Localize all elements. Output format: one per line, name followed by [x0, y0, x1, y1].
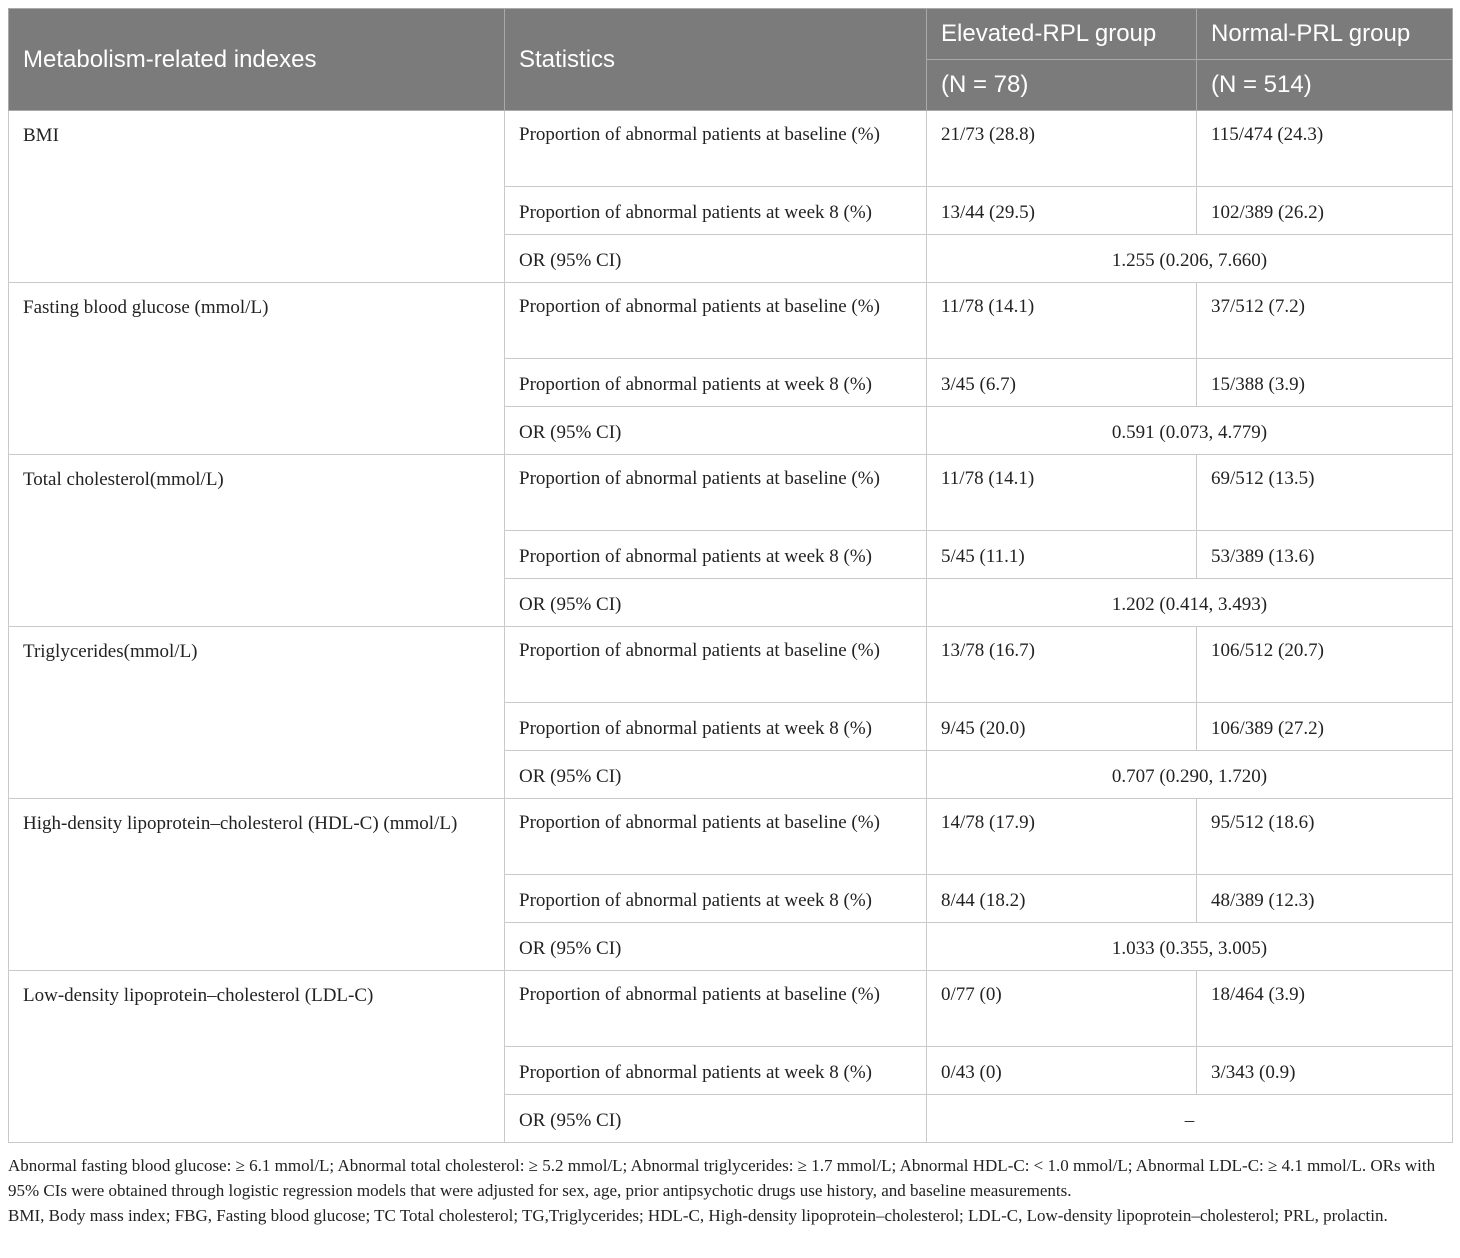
- table-row: [9, 971, 1453, 1047]
- header-indexes: Metabolism-related indexes: [9, 9, 505, 111]
- normal-week8-value: 102/389 (26.2): [1197, 187, 1453, 235]
- normal-week8-value: 48/389 (12.3): [1197, 875, 1453, 923]
- table-row: [9, 627, 1453, 703]
- table-row: [9, 455, 1453, 531]
- stat-label-week8: Proportion of abnormal patients at week 8 (%): [505, 359, 927, 407]
- normal-baseline-value: 106/512 (20.7): [1197, 627, 1453, 703]
- elevated-week8-value: 13/44 (29.5): [927, 187, 1197, 235]
- normal-week8-value: 106/389 (27.2): [1197, 703, 1453, 751]
- normal-week8-value: 3/343 (0.9): [1197, 1047, 1453, 1095]
- stat-label-baseline: Proportion of abnormal patients at baseline (%): [505, 799, 927, 875]
- header-elevated-group: Elevated-RPL group: [927, 9, 1197, 60]
- odds-ratio-value: 1.255 (0.206, 7.660): [927, 235, 1453, 283]
- stat-label-baseline: Proportion of abnormal patients at baseline (%): [505, 627, 927, 703]
- normal-week8-value: 53/389 (13.6): [1197, 531, 1453, 579]
- stat-label-or: OR (95% CI): [505, 407, 927, 455]
- normal-baseline-value: 115/474 (24.3): [1197, 111, 1453, 187]
- elevated-week8-value: 0/43 (0): [927, 1047, 1197, 1095]
- stat-label-baseline: Proportion of abnormal patients at baseline (%): [505, 455, 927, 531]
- table-row: [9, 111, 1453, 187]
- footnote-abbreviations: BMI, Body mass index; FBG, Fasting blood glucose; TC Total cholesterol; TG,Triglycerides; HDL-C, High-density lipoprotein–cholesterol; LDL-C, Low-density lipoprotein–cholesterol; PRL, prolactin.: [8, 1206, 1388, 1225]
- stat-label-or: OR (95% CI): [505, 235, 927, 283]
- stat-label-or: OR (95% CI): [505, 1095, 927, 1143]
- index-name: High-density lipoprotein–cholesterol (HDL-C) (mmol/L): [9, 799, 505, 971]
- normal-baseline-value: 69/512 (13.5): [1197, 455, 1453, 531]
- normal-baseline-value: 95/512 (18.6): [1197, 799, 1453, 875]
- stat-label-week8: Proportion of abnormal patients at week 8 (%): [505, 531, 927, 579]
- elevated-week8-value: 3/45 (6.7): [927, 359, 1197, 407]
- elevated-baseline-value: 21/73 (28.8): [927, 111, 1197, 187]
- index-name: Total cholesterol(mmol/L): [9, 455, 505, 627]
- stat-label-baseline: Proportion of abnormal patients at baseline (%): [505, 283, 927, 359]
- index-name: BMI: [9, 111, 505, 283]
- table-container: [8, 8, 1452, 1228]
- header-statistics: Statistics: [505, 9, 927, 111]
- elevated-baseline-value: 11/78 (14.1): [927, 283, 1197, 359]
- elevated-week8-value: 9/45 (20.0): [927, 703, 1197, 751]
- stat-label-week8: Proportion of abnormal patients at week 8 (%): [505, 187, 927, 235]
- odds-ratio-value: 1.202 (0.414, 3.493): [927, 579, 1453, 627]
- metabolism-table: [8, 8, 1453, 1143]
- elevated-week8-value: 5/45 (11.1): [927, 531, 1197, 579]
- elevated-week8-value: 8/44 (18.2): [927, 875, 1197, 923]
- footnote-thresholds: Abnormal fasting blood glucose: ≥ 6.1 mmol/L; Abnormal total cholesterol: ≥ 5.2 mmol/L; Abnormal triglycerides: ≥ 1.7 mmol/L; Abnormal HDL-C: < 1.0 mmol/L; Abnormal LDL-C: ≥ 4.1 mmol/L. ORs with 95% CIs were obtained through logistic regression models that were adjusted for sex, age, prior antipsychotic drugs use history, and baseline measurements.: [8, 1156, 1436, 1200]
- index-name: Triglycerides(mmol/L): [9, 627, 505, 799]
- index-name: Fasting blood glucose (mmol/L): [9, 283, 505, 455]
- stat-label-baseline: Proportion of abnormal patients at baseline (%): [505, 971, 927, 1047]
- table-body: [9, 111, 1453, 1143]
- table-row: [9, 283, 1453, 359]
- header-normal-n: (N = 514): [1197, 60, 1453, 111]
- table-footnotes: [8, 1153, 1452, 1228]
- elevated-baseline-value: 13/78 (16.7): [927, 627, 1197, 703]
- table-row: [9, 799, 1453, 875]
- normal-baseline-value: 18/464 (3.9): [1197, 971, 1453, 1047]
- normal-baseline-value: 37/512 (7.2): [1197, 283, 1453, 359]
- odds-ratio-value: 0.707 (0.290, 1.720): [927, 751, 1453, 799]
- stat-label-or: OR (95% CI): [505, 579, 927, 627]
- index-name: Low-density lipoprotein–cholesterol (LDL-C): [9, 971, 505, 1143]
- elevated-baseline-value: 11/78 (14.1): [927, 455, 1197, 531]
- stat-label-week8: Proportion of abnormal patients at week 8 (%): [505, 703, 927, 751]
- stat-label-week8: Proportion of abnormal patients at week 8 (%): [505, 875, 927, 923]
- odds-ratio-value: –: [927, 1095, 1453, 1143]
- stat-label-or: OR (95% CI): [505, 751, 927, 799]
- stat-label-week8: Proportion of abnormal patients at week 8 (%): [505, 1047, 927, 1095]
- header-normal-group: Normal-PRL group: [1197, 9, 1453, 60]
- table-header: [9, 9, 1453, 111]
- elevated-baseline-value: 0/77 (0): [927, 971, 1197, 1047]
- odds-ratio-value: 1.033 (0.355, 3.005): [927, 923, 1453, 971]
- stat-label-baseline: Proportion of abnormal patients at baseline (%): [505, 111, 927, 187]
- odds-ratio-value: 0.591 (0.073, 4.779): [927, 407, 1453, 455]
- header-elevated-n: (N = 78): [927, 60, 1197, 111]
- elevated-baseline-value: 14/78 (17.9): [927, 799, 1197, 875]
- stat-label-or: OR (95% CI): [505, 923, 927, 971]
- normal-week8-value: 15/388 (3.9): [1197, 359, 1453, 407]
